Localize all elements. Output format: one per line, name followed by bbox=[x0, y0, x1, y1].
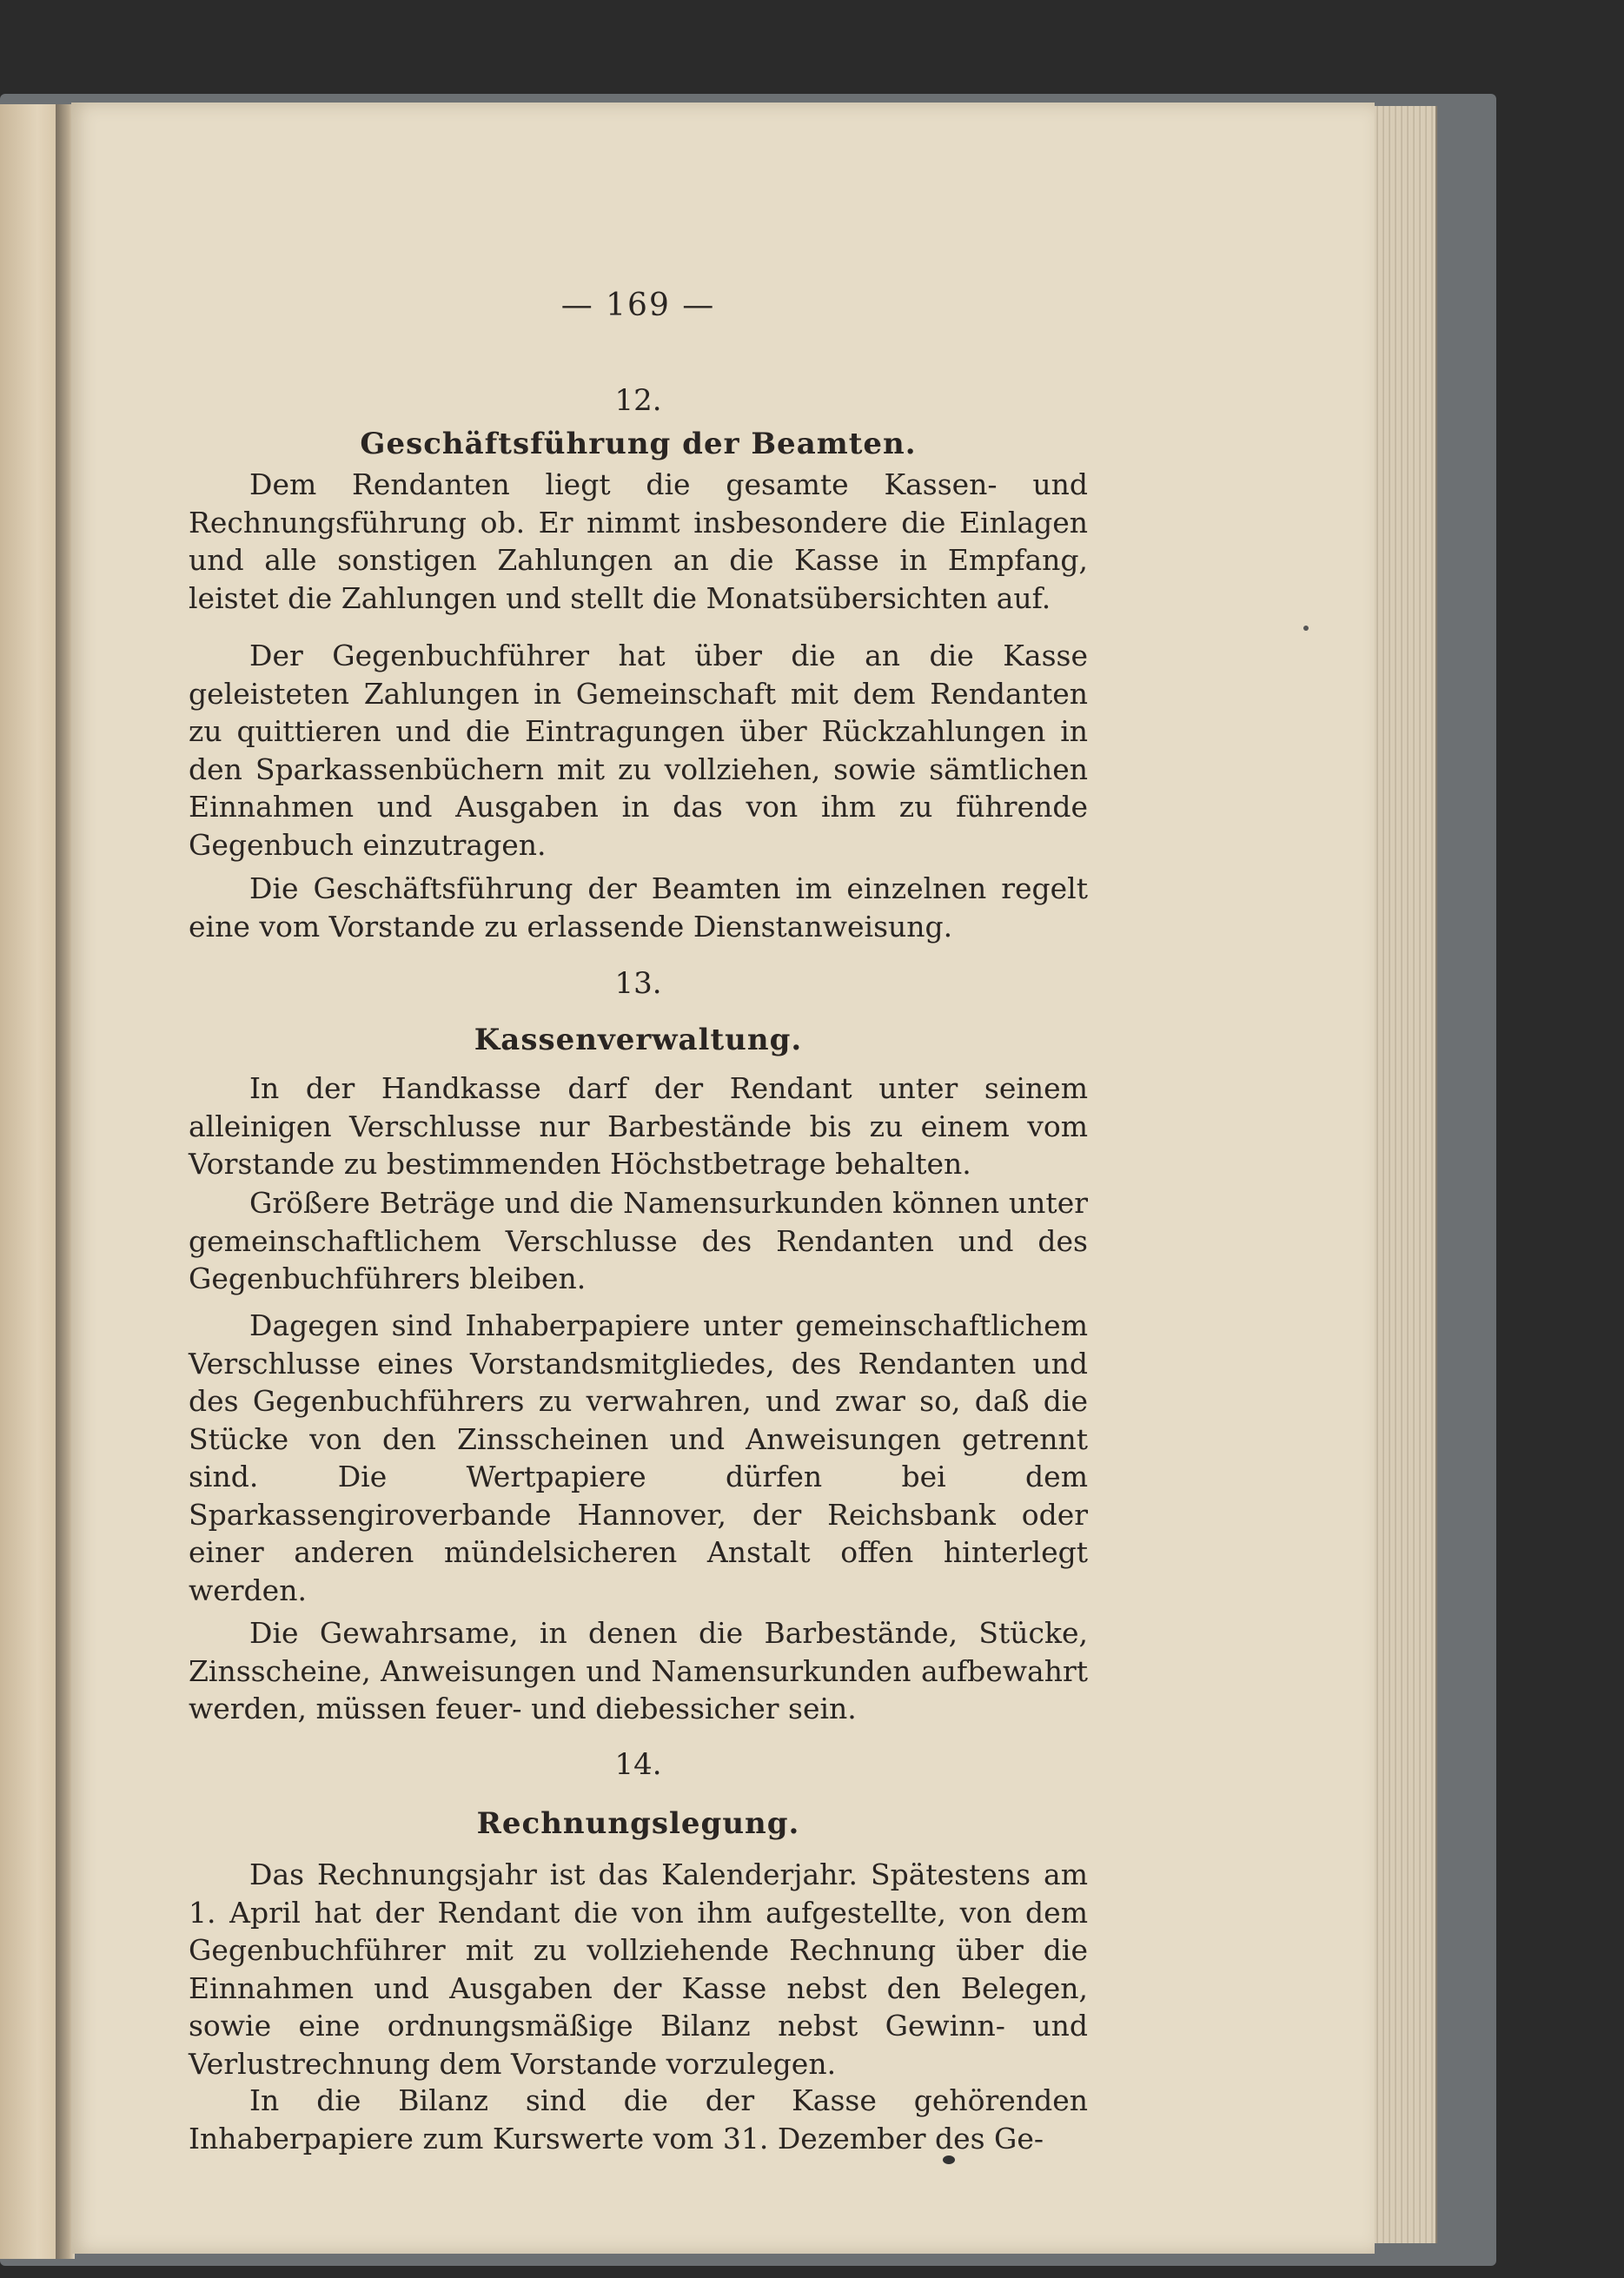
paragraph: Der Gegenbuchführer hat über die an die Kasse geleisteten Zahlungen in Gemeinschaft mit dem Rendanten zu quittieren und die Eintragungen über Rückzahlungen in den Sparkassenbüchern mit zu vollziehen, sowie sämtlichen Einnahmen und Ausgaben in das von ihm zu führende Gegenbuch einzutragen. bbox=[189, 639, 1088, 862]
section-title: Kassenverwaltung. bbox=[474, 1023, 803, 1057]
book-page bbox=[71, 103, 1375, 2254]
section-title: Rechnungslegung. bbox=[476, 1806, 800, 1841]
paragraph: Die Gewahrsame, in denen die Barbestände, Stücke, Zinsscheine, Anweisungen und Namensurkunden aufbewahrt werden, müssen feuer- und diebessicher sein. bbox=[189, 1616, 1088, 1725]
page-edges bbox=[1373, 106, 1437, 2243]
facing-page-edge bbox=[0, 104, 63, 2259]
page-number: — 169 — bbox=[560, 288, 716, 323]
section-title: Geschäftsführung der Beamten. bbox=[360, 427, 917, 461]
paragraph: Größere Beträge und die Namensurkunden können unter gemeinschaftlichem Verschlusse des Rendanten und des Gegenbuchführers bleiben. bbox=[189, 1186, 1088, 1295]
paragraph: In die Bilanz sind die der Kasse gehörenden Inhaberpapiere zum Kurswerte vom 31. Dezember des Ge- bbox=[189, 2083, 1088, 2155]
paragraph: Die Geschäftsführung der Beamten im einzelnen regelt eine vom Vorstande zu erlassende Dienstanweisung. bbox=[189, 871, 1088, 944]
paper-speck bbox=[943, 2155, 955, 2164]
section-number: 13. bbox=[614, 966, 662, 1001]
paragraph: Dem Rendanten liegt die gesamte Kassen- und Rechnungsführung ob. Er nimmt insbesondere die Einlagen und alle sonstigen Zahlungen an die Kasse in Empfang, leistet die Zahlungen und stellt die Monatsübersichten auf. bbox=[189, 467, 1088, 615]
section-number: 14. bbox=[614, 1747, 662, 1782]
section-number: 12. bbox=[614, 383, 662, 418]
paragraph: Das Rechnungsjahr ist das Kalenderjahr. Spätestens am 1. April hat der Rendant die von ihm aufgestellte, von dem Gegenbuchführer mit zu vollziehende Rechnung über die Einnahmen und Ausgaben der Kasse nebst den Belegen, sowie eine ordnungsmäßige Bilanz nebst Gewinn- und Verlustrechnung dem Vorstande vorzulegen. bbox=[189, 1857, 1088, 2081]
paragraph: Dagegen sind Inhaberpapiere unter gemeinschaftlichem Verschlusse eines Vorstandsmitgliedes, des Rendanten und des Gegenbuchführers zu verwahren, und zwar so, daß die Stücke von den Zinsscheinen und Anweisungen getrennt sind. Die Wertpapiere dürfen bei dem Sparkassengiroverbande Hannover, der Reichsbank oder einer anderen mündelsicheren Anstalt offen hinterlegt werden. bbox=[189, 1308, 1088, 1607]
paragraph: In der Handkasse darf der Rendant unter seinem alleinigen Verschlusse nur Barbestände bis zu einem vom Vorstande zu bestimmenden Höchstbetrage behalten. bbox=[189, 1071, 1088, 1181]
paper-speck bbox=[1303, 626, 1309, 631]
